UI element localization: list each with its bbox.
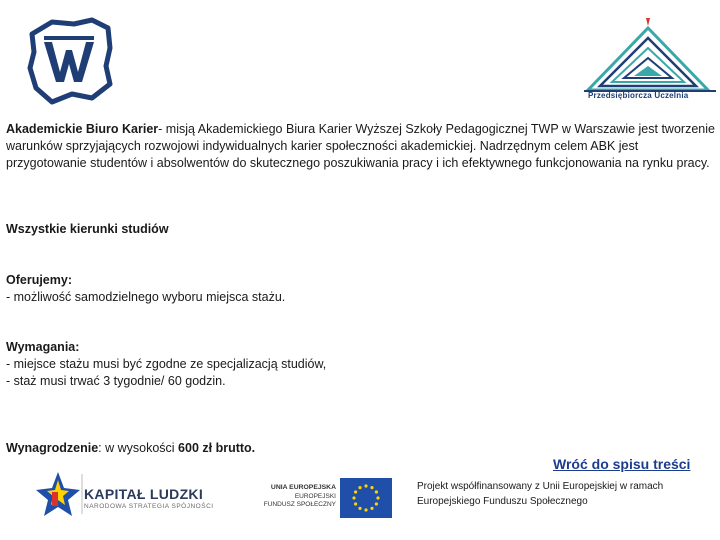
wsp-twp-logo-icon [22,14,118,106]
back-to-contents-link[interactable]: Wróć do spisu treści [553,456,691,472]
eu-line3: FUNDUSZ SPOŁECZNY [263,501,336,508]
fields-heading: Wszystkie kierunki studiów [6,222,169,236]
eu-text-block [252,484,336,510]
salary-text: : w wysokości [98,441,179,455]
requirement-item: - miejsce stażu musi być zgodne ze specjalizacją studiów, [6,357,327,371]
salary-line [6,440,255,457]
intro-bold-lead: Akademickie Biuro Karier [6,122,159,136]
kapital-ludzki-title: KAPITAŁ LUDZKI [84,486,204,502]
offer-item: - możliwość samodzielnego wyboru miejsca stażu. [6,290,286,304]
offer-heading: Oferujemy: [6,273,72,287]
salary-amount: 600 zł brutto. [178,441,256,455]
eu-line2: EUROPEJSKI [294,492,336,500]
kapital-ludzki-subtitle: NARODOWA STRATEGIA SPÓJNOŚCI [84,503,214,510]
eu-line1: UNIA EUROPEJSKA [270,484,336,491]
eu-flag-icon [340,478,392,518]
intro-paragraph [6,121,718,172]
salary-label: Wynagrodzenie [6,441,99,455]
logo-right-caption: Przedsiębiorcza Uczelnia [588,91,689,100]
fields-section [6,221,566,238]
footer-cofinancing-note: Projekt współfinansowany z Unii Europejskiej w ramach Europejskiego Funduszu Społecznego [417,481,664,507]
intro-text: - misją Akademickiego Biura Karier Wyższej Szkoły Pedagogicznej TWP w Warszawie jest tworzenie warunków sprzyjających rozwojowi indywidualnych karier społeczności akademickiej. Nadrzędnym celem ABK jest przygotowanie studentów i absolwentów do skutecznego poszukiwania pracy i ich efektywnego funkcjonowania na rynku pracy. [6,122,715,170]
offer-section [6,272,566,306]
requirements-section [6,339,566,390]
requirement-item: - staż musi trwać 3 tygodnie/ 60 godzin. [6,374,226,388]
requirements-heading: Wymagania: [6,340,80,354]
